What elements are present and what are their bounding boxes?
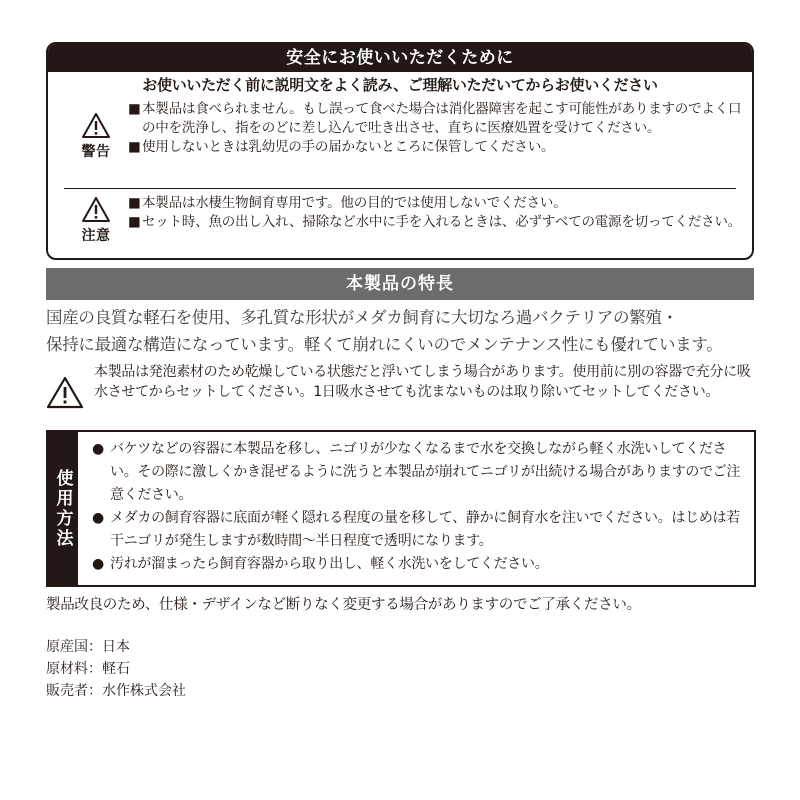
safety-box bbox=[46, 42, 754, 260]
safety-subtitle: お使いいただく前に説明文をよく読み、ご理解いただいてからお使いください bbox=[142, 76, 658, 94]
spec-separator: ： bbox=[88, 661, 102, 677]
warning-triangle-icon bbox=[46, 376, 84, 410]
soak-caution bbox=[46, 362, 758, 424]
caution-symbol bbox=[74, 196, 118, 245]
spec-list bbox=[46, 636, 186, 702]
spec-row bbox=[46, 658, 186, 680]
usage-item-text: バケツなどの容器に本製品を移し、ニゴリが少なくなるまで水を交換しながら軽く水洗いしてください。その際に激しくかき混ぜるように洗うと本製品が崩れてニゴリが出続ける場合がありますのでご注意ください。 bbox=[110, 441, 741, 503]
warning-block bbox=[48, 98, 752, 192]
circle-bullet: ● bbox=[92, 510, 104, 526]
usage-list bbox=[92, 438, 748, 576]
square-bullet: ■ bbox=[128, 101, 141, 117]
usage-side-label bbox=[48, 432, 78, 585]
warning-item bbox=[128, 100, 744, 138]
usage-label: 使用方法 bbox=[52, 468, 73, 549]
square-bullet: ■ bbox=[128, 139, 141, 155]
warning-label: 警告 bbox=[81, 144, 111, 160]
square-bullet: ■ bbox=[128, 195, 141, 211]
caution-item bbox=[128, 213, 744, 232]
caution-item-text: 本製品は水棲生物飼育専用です。他の目的では使用しないでください。 bbox=[142, 195, 567, 211]
caution-label: 注意 bbox=[81, 228, 111, 244]
usage-item bbox=[92, 553, 748, 576]
spec-separator: ： bbox=[88, 683, 102, 699]
warning-item-text: 本製品は食べられません。もし誤って食べた場合は消化器障害を起こす可能性がありますのでよく口の中を洗浄し、指をのどに差し込んで吐き出させ、直ちに医療処置を受けてください。 bbox=[142, 101, 742, 136]
features-header: 本製品の特長 bbox=[46, 268, 754, 300]
spec-separator: ： bbox=[88, 639, 102, 655]
usage-item bbox=[92, 438, 748, 507]
divider bbox=[64, 188, 736, 189]
caution-list bbox=[128, 194, 744, 232]
caution-item-text: セット時、魚の出し入れ、掃除など水中に手を入れるときは、必ずすべての電源を切ってください。 bbox=[142, 214, 742, 230]
spec-value: 日本 bbox=[102, 639, 130, 655]
warning-triangle-icon bbox=[81, 196, 111, 223]
features-line: 保持に最適な構造になっています。軽くて崩れにくいのでメンテナンス性にも優れています。 bbox=[46, 335, 723, 354]
warning-item-text: 使用しないときは乳幼児の手の届かないところに保管してください。 bbox=[142, 139, 555, 155]
usage-box bbox=[46, 430, 756, 587]
usage-item bbox=[92, 507, 748, 553]
caution-item bbox=[128, 194, 744, 213]
usage-item-text: 汚れが溜まったら飼育容器から取り出し、軽く水洗いをしてください。 bbox=[110, 556, 549, 572]
spec-label: 原材料 bbox=[46, 661, 88, 677]
warning-item bbox=[128, 138, 744, 157]
warning-symbol bbox=[74, 112, 118, 161]
square-bullet: ■ bbox=[128, 214, 141, 230]
warning-list bbox=[128, 100, 744, 157]
spec-value: 水作株式会社 bbox=[102, 683, 186, 699]
warning-triangle-icon bbox=[81, 112, 111, 139]
spec-row bbox=[46, 636, 186, 658]
change-notice: 製品改良のため、仕様・デザインなど断りなく変更する場合がありますのでご了承ください。 bbox=[46, 597, 641, 613]
features-description bbox=[46, 304, 762, 358]
spec-label: 原産国 bbox=[46, 639, 88, 655]
soak-caution-text: 本製品は発泡素材のため乾燥している状態だと浮いてしまう場合があります。使用前に別の容器で充分に吸水させてからセットしてください。1日吸水させても沈まないものは取り除いてセットしてください。 bbox=[94, 364, 751, 400]
caution-block bbox=[48, 192, 752, 256]
usage-item-text: メダカの飼育容器に底面が軽く隠れる程度の量を移して、静かに飼育水を注いでください。はじめは若干ニゴリが発生しますが数時間〜半日程度で透明になります。 bbox=[110, 510, 740, 549]
spec-label: 販売者 bbox=[46, 683, 88, 699]
circle-bullet: ● bbox=[92, 556, 104, 572]
circle-bullet: ● bbox=[92, 441, 104, 457]
spec-value: 軽石 bbox=[102, 661, 130, 677]
safety-title: 安全にお使いいただくために bbox=[48, 44, 752, 72]
spec-row bbox=[46, 680, 186, 702]
features-line: 国産の良質な軽石を使用、多孔質な形状がメダカ飼育に大切なろ過バクテリアの繁殖・ bbox=[46, 308, 678, 327]
